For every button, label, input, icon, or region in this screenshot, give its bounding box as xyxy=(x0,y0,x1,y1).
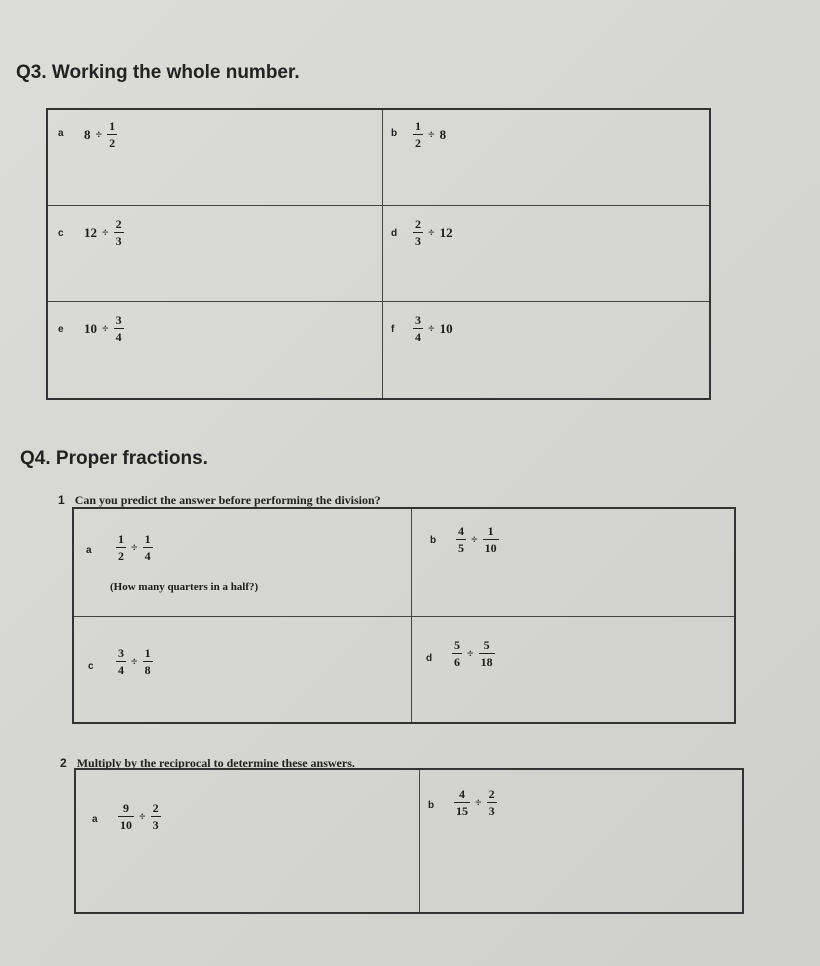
divide-symbol: ÷ xyxy=(95,127,103,141)
q4-p2-expression-b xyxy=(454,788,497,817)
fraction xyxy=(487,788,497,817)
fraction xyxy=(116,647,126,676)
denominator: 4 xyxy=(415,330,421,344)
denominator: 15 xyxy=(456,804,468,818)
divide-symbol: ÷ xyxy=(102,225,109,239)
item-label: b xyxy=(430,535,437,546)
numerator: 2 xyxy=(488,787,495,801)
denominator: 4 xyxy=(115,330,122,344)
numerator: 2 xyxy=(415,217,421,231)
q3-expression-e xyxy=(84,314,124,343)
denominator: 2 xyxy=(415,136,421,150)
q4-part1-instruction xyxy=(58,493,381,508)
q3-grid xyxy=(46,108,711,400)
denominator: 10 xyxy=(120,818,132,832)
numerator: 3 xyxy=(118,646,124,660)
q4-p1-cell-d[interactable] xyxy=(412,617,734,722)
q4-p1-expression-b xyxy=(456,525,499,554)
numerator: 2 xyxy=(152,801,159,815)
item-label: f xyxy=(391,324,395,335)
divide-symbol: ÷ xyxy=(139,809,146,823)
numerator: 1 xyxy=(415,119,421,133)
q3-cell-e[interactable] xyxy=(48,302,383,398)
q3-heading: Q3. Working the whole number. xyxy=(16,62,300,83)
hint-note: (How many quarters in a half?) xyxy=(110,581,259,593)
q3-cell-d[interactable] xyxy=(383,206,709,302)
q4-part2-grid xyxy=(74,768,744,914)
numerator: 1 xyxy=(109,119,116,133)
numerator: 9 xyxy=(123,801,129,815)
item-label: d xyxy=(391,228,398,239)
q4-p1-expression-a xyxy=(116,533,153,562)
divide-symbol: ÷ xyxy=(471,532,478,546)
q3-expression-f xyxy=(413,314,453,343)
q4-p2-expression-a xyxy=(118,802,161,831)
q3-expression-d xyxy=(413,218,453,247)
denominator: 10 xyxy=(484,541,497,555)
fraction xyxy=(118,802,134,831)
divide-symbol: ÷ xyxy=(102,321,109,335)
denominator: 8 xyxy=(144,663,151,677)
part-number: 1 xyxy=(58,493,65,507)
divide-symbol: ÷ xyxy=(428,321,435,335)
whole-number: 8 xyxy=(439,126,447,142)
numerator: 4 xyxy=(459,787,465,801)
divide-symbol: ÷ xyxy=(131,654,138,668)
fraction xyxy=(483,525,499,554)
item-label: b xyxy=(391,128,398,139)
numerator: 3 xyxy=(415,313,421,327)
numerator: 1 xyxy=(118,532,124,546)
whole-number: 10 xyxy=(84,320,97,336)
numerator: 4 xyxy=(458,524,464,538)
instruction-text: Multiply by the reciprocal to determine these answers. xyxy=(76,756,355,770)
numerator: 1 xyxy=(144,532,151,546)
fraction xyxy=(114,314,124,343)
q3-cell-f[interactable] xyxy=(383,302,709,398)
q4-part1-grid xyxy=(72,507,736,724)
item-label: a xyxy=(86,545,92,556)
q4-p1-cell-c[interactable] xyxy=(74,617,412,722)
divide-symbol: ÷ xyxy=(467,646,474,660)
q4-p2-cell-b[interactable] xyxy=(420,770,742,912)
fraction xyxy=(116,533,126,562)
item-label: c xyxy=(58,228,64,239)
q3-expression-c xyxy=(84,218,124,247)
divide-symbol: ÷ xyxy=(475,795,482,809)
item-label: e xyxy=(58,324,64,335)
fraction xyxy=(452,639,462,668)
denominator: 3 xyxy=(115,234,122,248)
fraction xyxy=(479,639,495,668)
denominator: 18 xyxy=(480,655,493,669)
fraction xyxy=(151,802,161,831)
q3-expression-a xyxy=(84,120,117,149)
numerator: 2 xyxy=(115,217,122,231)
denominator: 6 xyxy=(454,655,460,669)
q4-p2-cell-a[interactable] xyxy=(76,770,420,912)
fraction xyxy=(114,218,124,247)
q4-p1-cell-a[interactable] xyxy=(74,509,412,617)
q3-cell-b[interactable] xyxy=(383,110,709,206)
fraction xyxy=(413,218,423,247)
q4-heading: Q4. Proper fractions. xyxy=(20,448,208,469)
divide-symbol: ÷ xyxy=(131,540,138,554)
whole-number: 10 xyxy=(439,320,453,336)
fraction xyxy=(413,120,423,149)
fraction xyxy=(456,525,466,554)
denominator: 2 xyxy=(109,136,116,150)
part-number: 2 xyxy=(60,756,67,770)
q4-p1-cell-b[interactable] xyxy=(412,509,734,617)
fraction xyxy=(413,314,423,343)
divide-symbol: ÷ xyxy=(428,127,435,141)
q3-cell-a[interactable] xyxy=(48,110,383,206)
q3-expression-b xyxy=(413,120,446,149)
item-label: c xyxy=(88,661,94,672)
fraction xyxy=(107,120,117,149)
denominator: 3 xyxy=(488,804,495,818)
denominator: 3 xyxy=(415,234,421,248)
whole-number: 12 xyxy=(439,224,453,240)
denominator: 3 xyxy=(152,818,159,832)
whole-number: 8 xyxy=(84,126,91,142)
denominator: 4 xyxy=(118,663,124,677)
numerator: 3 xyxy=(115,313,122,327)
numerator: 1 xyxy=(487,524,494,538)
numerator: 1 xyxy=(144,646,151,660)
whole-number: 12 xyxy=(84,224,97,240)
fraction xyxy=(143,533,153,562)
q4-p1-expression-c xyxy=(116,647,153,676)
fraction xyxy=(143,647,153,676)
denominator: 4 xyxy=(144,549,151,563)
item-label: b xyxy=(428,800,435,811)
item-label: d xyxy=(426,653,433,664)
denominator: 5 xyxy=(458,541,464,555)
denominator: 2 xyxy=(118,549,124,563)
item-label: a xyxy=(58,128,64,139)
q4-p1-expression-d xyxy=(452,639,495,668)
fraction xyxy=(454,788,470,817)
divide-symbol: ÷ xyxy=(428,225,435,239)
q3-cell-c[interactable] xyxy=(48,206,383,302)
numerator: 5 xyxy=(454,638,460,652)
numerator: 5 xyxy=(483,638,490,652)
item-label: a xyxy=(92,814,98,825)
instruction-text: Can you predict the answer before performing the division? xyxy=(74,493,381,507)
